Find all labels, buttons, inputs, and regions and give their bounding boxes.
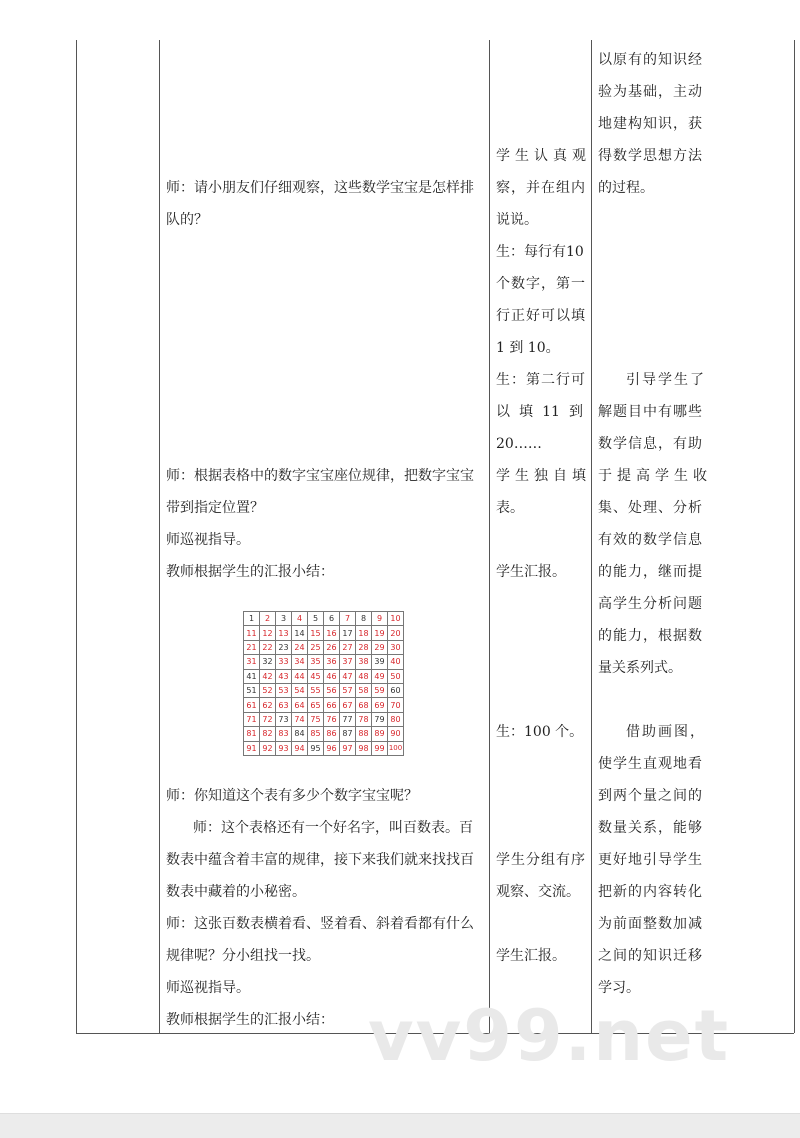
intent-line-9: 于提高学生收 xyxy=(598,468,712,484)
hundred-chart-cell: 71 xyxy=(244,712,260,726)
hundred-chart-cell: 61 xyxy=(244,698,260,712)
hundred-chart-cell: 72 xyxy=(260,712,276,726)
intent-line-5: 的过程。 xyxy=(598,180,654,196)
hundred-chart-row xyxy=(244,655,404,669)
hundred-chart-cell: 88 xyxy=(356,727,372,741)
student-line-5: 个数字，第一 xyxy=(496,276,586,292)
student-line-9-c: 11 xyxy=(542,404,560,420)
main-line-2: 队的？ xyxy=(166,212,208,228)
hundred-chart-cell: 3 xyxy=(276,612,292,626)
hundred-chart-cell: 23 xyxy=(276,640,292,654)
hundred-chart-cell: 63 xyxy=(276,698,292,712)
watermark: vv99.net xyxy=(368,995,731,1077)
table-border-right xyxy=(794,40,795,1033)
hundred-chart-cell: 43 xyxy=(276,669,292,683)
intent-line-17: 使学生直观地看 xyxy=(598,756,703,772)
hundred-chart-cell: 66 xyxy=(324,698,340,712)
student-line-15: 学生分组有序 xyxy=(496,852,586,868)
table-border-col1 xyxy=(159,40,160,1033)
main-line-7: 师：你知道这个表有多少个数字宝宝呢？ xyxy=(166,788,418,804)
hundred-chart-cell: 1 xyxy=(244,612,260,626)
hundred-chart-cell: 68 xyxy=(356,698,372,712)
intent-line-11: 有效的数学信息 xyxy=(598,532,703,548)
main-line-14: 教师根据学生的汇报小结： xyxy=(166,1012,334,1028)
hundred-chart-cell: 49 xyxy=(372,669,388,683)
viewer-bottom-bar xyxy=(0,1113,800,1138)
hundred-chart-cell: 79 xyxy=(372,712,388,726)
hundred-chart-cell: 25 xyxy=(308,640,324,654)
hundred-chart-cell: 81 xyxy=(244,727,260,741)
hundred-chart-cell: 50 xyxy=(388,669,404,683)
main-line-3: 师：根据表格中的数字宝宝座位规律，把数字宝宝 xyxy=(166,468,474,484)
table-border-left xyxy=(76,40,77,1033)
student-line-2: 察，并在组内 xyxy=(496,180,586,196)
student-line-12: 表。 xyxy=(496,500,524,516)
hundred-chart-cell: 74 xyxy=(292,712,308,726)
hundred-chart-cell: 57 xyxy=(340,683,356,697)
intent-line-4: 得数学思想方法 xyxy=(598,148,703,164)
student-line-13: 学生汇报。 xyxy=(496,564,566,580)
hundred-chart-cell: 53 xyxy=(276,683,292,697)
hundred-chart-cell: 86 xyxy=(324,727,340,741)
hundred-chart-cell: 13 xyxy=(276,626,292,640)
hundred-chart-cell: 69 xyxy=(372,698,388,712)
student-line-16: 观察、交流。 xyxy=(496,884,580,900)
intent-line-8: 数学信息，有助 xyxy=(598,436,703,452)
main-line-10: 数表中藏着的小秘密。 xyxy=(166,884,306,900)
hundred-chart-cell: 6 xyxy=(324,612,340,626)
hundred-chart-cell: 41 xyxy=(244,669,260,683)
hundred-chart-cell: 21 xyxy=(244,640,260,654)
intent-line-7: 解题目中有哪些 xyxy=(598,404,703,420)
hundred-chart-cell: 62 xyxy=(260,698,276,712)
hundred-chart-cell: 85 xyxy=(308,727,324,741)
intent-line-22: 为前面整数加减 xyxy=(598,916,703,932)
hundred-chart-cell: 36 xyxy=(324,655,340,669)
hundred-chart-cell: 75 xyxy=(308,712,324,726)
hundred-chart-cell: 58 xyxy=(356,683,372,697)
hundred-chart-cell: 89 xyxy=(372,727,388,741)
hundred-chart-row xyxy=(244,612,404,626)
hundred-chart-cell: 11 xyxy=(244,626,260,640)
hundred-chart-cell: 94 xyxy=(292,741,308,755)
hundred-chart-cell: 37 xyxy=(340,655,356,669)
hundred-chart-cell: 15 xyxy=(308,626,324,640)
hundred-chart-cell: 26 xyxy=(324,640,340,654)
hundred-chart-cell: 59 xyxy=(372,683,388,697)
hundred-chart-cell: 48 xyxy=(356,669,372,683)
hundred-chart-cell: 80 xyxy=(388,712,404,726)
hundred-chart-cell: 28 xyxy=(356,640,372,654)
student-line-17: 学生汇报。 xyxy=(496,948,566,964)
hundred-chart-cell: 8 xyxy=(356,612,372,626)
hundred-chart-cell: 44 xyxy=(292,669,308,683)
hundred-chart-cell: 19 xyxy=(372,626,388,640)
hundred-chart-cell: 83 xyxy=(276,727,292,741)
hundred-chart-cell: 16 xyxy=(324,626,340,640)
hundred-chart-row xyxy=(244,698,404,712)
hundred-chart-row xyxy=(244,712,404,726)
student-line-9-b: 填 xyxy=(519,404,534,420)
hundred-chart-cell: 96 xyxy=(324,741,340,755)
hundred-chart-cell: 84 xyxy=(292,727,308,741)
intent-line-18: 到两个量之间的 xyxy=(598,788,703,804)
hundred-chart-cell: 17 xyxy=(340,626,356,640)
main-line-6: 教师根据学生的汇报小结： xyxy=(166,564,334,580)
hundred-chart-cell: 22 xyxy=(260,640,276,654)
hundred-chart-cell: 76 xyxy=(324,712,340,726)
hundred-chart-cell: 7 xyxy=(340,612,356,626)
hundred-chart-row xyxy=(244,669,404,683)
intent-line-15: 量关系列式。 xyxy=(598,660,682,676)
hundred-chart-cell: 38 xyxy=(356,655,372,669)
student-line-7: 1 到 10。 xyxy=(496,340,560,356)
hundred-chart-cell: 91 xyxy=(244,741,260,755)
hundred-chart-cell: 29 xyxy=(372,640,388,654)
hundred-chart-cell: 73 xyxy=(276,712,292,726)
main-line-12: 规律呢？分小组找一找。 xyxy=(166,948,320,964)
hundred-chart-cell: 70 xyxy=(388,698,404,712)
hundred-chart-cell: 90 xyxy=(388,727,404,741)
hundred-chart-cell: 9 xyxy=(372,612,388,626)
main-line-11: 师：这张百数表横着看、竖着看、斜着看都有什么 xyxy=(166,916,474,932)
hundred-chart-cell: 14 xyxy=(292,626,308,640)
hundred-chart-cell: 92 xyxy=(260,741,276,755)
student-line-10: 20…… xyxy=(496,436,542,452)
intent-line-24: 学习。 xyxy=(598,980,640,996)
table-border-col2 xyxy=(489,40,490,1033)
student-line-6: 行正好可以填 xyxy=(496,308,586,324)
hundred-chart-row xyxy=(244,727,404,741)
main-line-4: 带到指定位置？ xyxy=(166,500,264,516)
intent-line-3: 地建构知识，获 xyxy=(598,116,703,132)
hundred-chart-cell: 99 xyxy=(372,741,388,755)
student-line-11: 学生独自填 xyxy=(496,468,591,484)
intent-line-14: 的能力，根据数 xyxy=(598,628,703,644)
student-line-1: 学生认真观 xyxy=(496,148,591,164)
hundred-chart-cell: 60 xyxy=(388,683,404,697)
hundred-chart-cell: 31 xyxy=(244,655,260,669)
hundred-chart-cell: 78 xyxy=(356,712,372,726)
hundred-chart-cell: 64 xyxy=(292,698,308,712)
hundred-chart-cell: 32 xyxy=(260,655,276,669)
hundred-chart-cell: 34 xyxy=(292,655,308,669)
main-line-8: 师：这个表格还有一个好名字，叫百数表。百 xyxy=(193,820,473,836)
hundred-chart-row xyxy=(244,626,404,640)
hundred-chart-cell: 100 xyxy=(388,741,404,755)
hundred-chart-cell: 54 xyxy=(292,683,308,697)
main-line-9: 数表中蕴含着丰富的规律，接下来我们就来找找百 xyxy=(166,852,474,868)
hundred-chart-cell: 35 xyxy=(308,655,324,669)
student-line-8: 生：第二行可 xyxy=(496,372,586,388)
hundred-chart-cell: 51 xyxy=(244,683,260,697)
intent-line-10: 集、处理、分析 xyxy=(598,500,703,516)
hundred-chart xyxy=(243,611,404,756)
hundred-chart-cell: 55 xyxy=(308,683,324,697)
hundred-chart-cell: 33 xyxy=(276,655,292,669)
hundred-chart-cell: 5 xyxy=(308,612,324,626)
intent-line-23: 之间的知识迁移 xyxy=(598,948,703,964)
main-line-1: 师：请小朋友们仔细观察，这些数学宝宝是怎样排 xyxy=(166,180,474,196)
intent-line-6: 引导学生了 xyxy=(626,372,706,388)
hundred-chart-cell: 2 xyxy=(260,612,276,626)
student-line-9-a: 以 xyxy=(496,404,510,420)
hundred-chart-cell: 12 xyxy=(260,626,276,640)
student-line-9 xyxy=(496,396,583,428)
intent-line-19: 数量关系，能够 xyxy=(598,820,703,836)
hundred-chart-cell: 42 xyxy=(260,669,276,683)
hundred-chart-cell: 45 xyxy=(308,669,324,683)
hundred-chart-cell: 67 xyxy=(340,698,356,712)
hundred-chart-cell: 82 xyxy=(260,727,276,741)
main-line-13: 师巡视指导。 xyxy=(166,980,250,996)
hundred-chart-cell: 98 xyxy=(356,741,372,755)
intent-line-12: 的能力，继而提 xyxy=(598,564,703,580)
intent-line-13: 高学生分析问题 xyxy=(598,596,703,612)
hundred-chart-cell: 10 xyxy=(388,612,404,626)
hundred-chart-row xyxy=(244,683,404,697)
student-line-9-d: 到 xyxy=(568,404,583,420)
student-line-4: 生：每行有10 xyxy=(496,244,584,260)
hundred-chart-cell: 93 xyxy=(276,741,292,755)
hundred-chart-cell: 39 xyxy=(372,655,388,669)
hundred-chart-cell: 30 xyxy=(388,640,404,654)
hundred-chart-cell: 56 xyxy=(324,683,340,697)
hundred-chart-cell: 24 xyxy=(292,640,308,654)
hundred-chart-cell: 95 xyxy=(308,741,324,755)
hundred-chart-cell: 18 xyxy=(356,626,372,640)
intent-line-16: 借助画图， xyxy=(626,724,706,740)
intent-line-20: 更好地引导学生 xyxy=(598,852,703,868)
hundred-chart-cell: 77 xyxy=(340,712,356,726)
hundred-chart-cell: 87 xyxy=(340,727,356,741)
hundred-chart-cell: 27 xyxy=(340,640,356,654)
table-border-col3 xyxy=(591,40,592,1033)
hundred-chart-row xyxy=(244,741,404,755)
student-line-3: 说说。 xyxy=(496,212,538,228)
hundred-chart-cell: 97 xyxy=(340,741,356,755)
hundred-chart-cell: 4 xyxy=(292,612,308,626)
intent-line-2: 验为基础，主动 xyxy=(598,84,703,100)
intent-line-21: 把新的内容转化 xyxy=(598,884,703,900)
hundred-chart-cell: 40 xyxy=(388,655,404,669)
student-line-14: 生：100 个。 xyxy=(496,724,584,740)
hundred-chart-cell: 47 xyxy=(340,669,356,683)
hundred-chart-cell: 65 xyxy=(308,698,324,712)
hundred-chart-cell: 46 xyxy=(324,669,340,683)
intent-line-1: 以原有的知识经 xyxy=(598,52,703,68)
hundred-chart-row xyxy=(244,640,404,654)
hundred-chart-cell: 20 xyxy=(388,626,404,640)
hundred-chart-cell: 52 xyxy=(260,683,276,697)
main-line-5: 师巡视指导。 xyxy=(166,532,250,548)
